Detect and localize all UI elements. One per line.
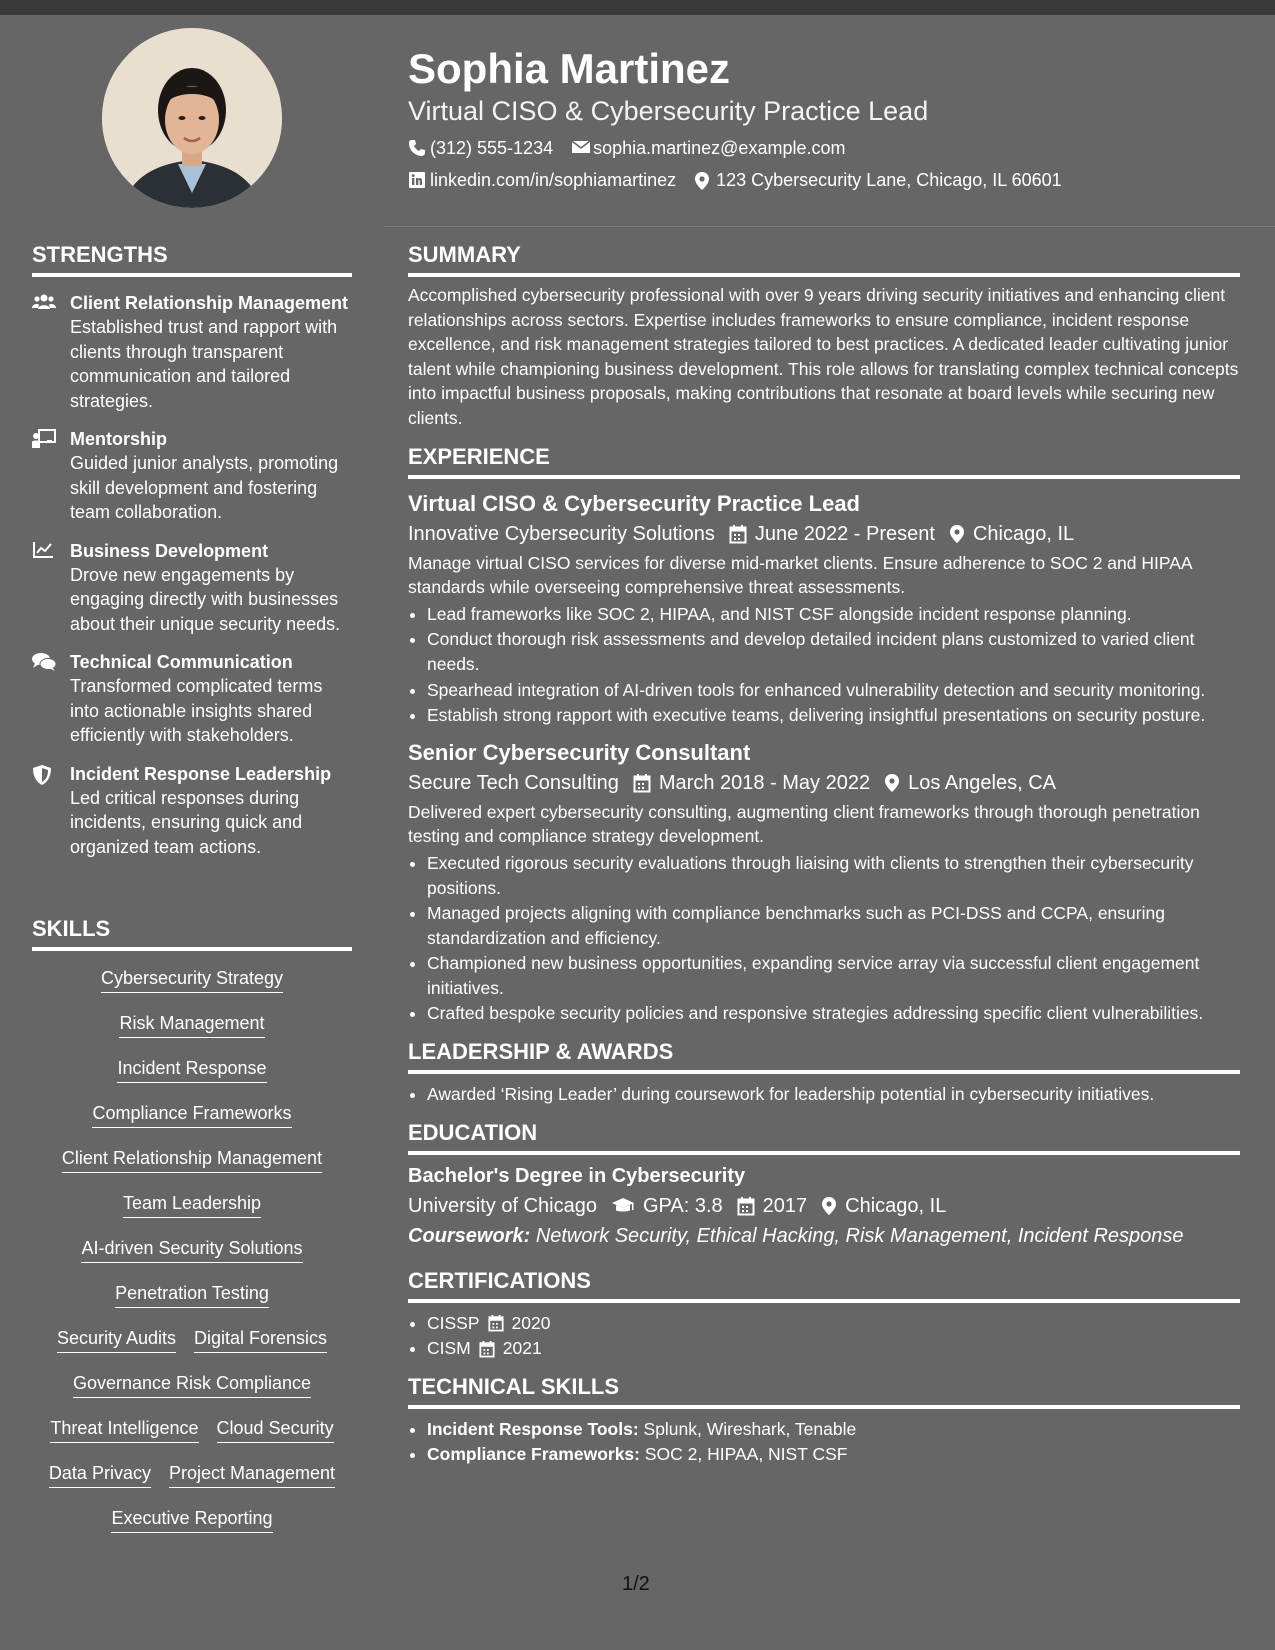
skill-tag: Project Management <box>169 1461 335 1488</box>
job-location: Chicago, IL <box>972 522 1075 545</box>
technical-skill-label: Compliance Frameworks: <box>427 1444 640 1465</box>
certification-name: • CISSP <box>427 1312 480 1333</box>
certifications-title: CERTIFICATIONS <box>408 1267 1240 1303</box>
calendar-icon <box>729 524 747 544</box>
job-bullet: • Spearhead integration of AI-driven tools for enhanced vulnerability detection and security monitoring. <box>427 678 1240 703</box>
strength-item <box>32 762 352 860</box>
skill-list <box>32 951 352 1542</box>
job-title: Senior Cybersecurity Consultant <box>408 739 751 765</box>
job-bullet: • Establish strong rapport with executive teams, delivering insightful presentations on security posture. <box>427 703 1240 728</box>
summary-section <box>408 241 1240 431</box>
candidate-name: Sophia Martinez <box>408 45 731 92</box>
strength-desc: Guided junior analysts, promoting skill development and fostering team collaboration. <box>70 453 339 522</box>
degree-title: Bachelor's Degree in Cybersecurity <box>408 1164 746 1187</box>
school-location-wrap <box>821 1191 946 1221</box>
skill-tag: Threat Intelligence <box>50 1416 198 1443</box>
skill-tag: Cybersecurity Strategy <box>101 966 283 993</box>
strength-title: Business Development <box>70 540 269 561</box>
technical-skill-item <box>427 1442 1240 1467</box>
header <box>408 44 1240 196</box>
strength-desc: Drove new engagements by engaging directly with businesses about their unique security needs. <box>70 564 341 634</box>
strength-item <box>32 650 352 748</box>
calendar-icon <box>737 1196 755 1216</box>
contact-row <box>408 164 1240 196</box>
strength-title: Technical Communication <box>70 652 293 672</box>
address-text: 123 Cybersecurity Lane, Chicago, IL 60601 <box>716 170 1062 190</box>
graduation-cap-icon <box>611 1197 635 1215</box>
headline: Virtual CISO & Cybersecurity Practice Lead <box>408 96 929 126</box>
comments-icon <box>32 650 70 748</box>
technical-skills-list <box>408 1417 1240 1467</box>
leadership-list <box>408 1082 1240 1107</box>
job-entry <box>408 489 1240 728</box>
certification-item <box>427 1311 1240 1336</box>
school-location: Chicago, IL <box>845 1194 947 1217</box>
envelope-icon <box>571 139 589 157</box>
certifications-section <box>408 1267 1240 1361</box>
skill-tag: Incident Response <box>117 1056 266 1083</box>
certification-year: 2020 <box>511 1312 551 1333</box>
skill-tag: Cloud Security <box>217 1416 334 1443</box>
skill-tag: Penetration Testing <box>115 1281 269 1308</box>
strengths-title: STRENGTHS <box>32 241 352 277</box>
top-bar <box>0 0 1275 15</box>
email-text[interactable]: sophia.martinez@example.com <box>593 138 846 158</box>
calendar-icon <box>488 1314 504 1332</box>
email-contact[interactable] <box>571 132 845 164</box>
certification-name: • CISM <box>427 1338 471 1359</box>
job-entry <box>408 738 1240 1026</box>
skill-tag: Data Privacy <box>49 1461 151 1488</box>
strength-desc: Led critical responses during incidents, ensuring quick and organized team actions. <box>70 787 303 857</box>
linkedin-text[interactable]: linkedin.com/in/sophiamartinez <box>430 170 677 190</box>
technical-skills-section <box>408 1373 1240 1467</box>
users-icon <box>32 291 70 413</box>
strength-title: Client Relationship Management <box>70 293 349 313</box>
skill-tag: Governance Risk Compliance <box>73 1371 311 1398</box>
job-bullet: • Conduct thorough risk assessments and develop detailed incident plans customized to varied client needs. <box>427 627 1240 676</box>
chalkboard-teacher-icon <box>32 427 70 525</box>
skills-title: SKILLS <box>32 915 352 951</box>
leadership-title: LEADERSHIP & AWARDS <box>408 1038 1240 1074</box>
leadership-item: • Awarded ‘Rising Leader’ during coursework for leadership potential in cybersecurity initiatives. <box>427 1082 1240 1107</box>
coursework <box>408 1221 1240 1251</box>
summary-text: Accomplished cybersecurity professional with over 9 years driving security initiatives and enhancing client relationships across sectors. Expertise includes frameworks to ensure compliance, incident response excellence, and risk management strategies tailored to best practices. A dedicated leader cultivating junior talent while championing business development. This role allows for translating complex technical concepts into impactful business proposals, making contributions that resonate at board levels while securing new clients. <box>408 285 1239 428</box>
leadership-section <box>408 1038 1240 1107</box>
main-column <box>408 241 1240 1468</box>
shield-icon <box>32 762 70 860</box>
school-name: University of Chicago <box>408 1194 597 1217</box>
certification-item <box>427 1336 1240 1361</box>
technical-skill-value: Splunk, Wireshark, Tenable <box>643 1418 857 1439</box>
strength-item <box>32 291 352 413</box>
skill-tag: Client Relationship Management <box>62 1146 322 1173</box>
address-contact <box>694 164 1062 196</box>
header-divider <box>384 226 1275 227</box>
linkedin-icon <box>408 171 426 189</box>
skill-tag: Team Leadership <box>123 1191 261 1218</box>
technical-skills-title: TECHNICAL SKILLS <box>408 1373 1240 1409</box>
certification-year: 2021 <box>502 1338 542 1359</box>
job-bullet: • Crafted bespoke security policies and responsive strategies addressing specific client vulnerabilities. <box>427 1001 1240 1026</box>
strength-title: Mentorship <box>70 429 167 449</box>
calendar-icon <box>479 1340 495 1358</box>
linkedin-contact[interactable] <box>408 164 676 196</box>
job-bullets <box>408 851 1240 1026</box>
job-location: Los Angeles, CA <box>908 771 1056 794</box>
experience-title: EXPERIENCE <box>408 443 1240 479</box>
map-marker-icon <box>694 171 712 189</box>
education-meta <box>408 1191 1240 1221</box>
education-section <box>408 1119 1240 1251</box>
gpa-text: GPA: 3.8 <box>642 1194 723 1217</box>
job-location-wrap <box>884 768 1056 798</box>
job-bullet: • Executed rigorous security evaluations through liaising with clients to strengthen their cybersecurity positions. <box>427 851 1240 900</box>
calendar-icon <box>633 773 651 793</box>
strengths-section <box>32 241 352 859</box>
strength-desc: Established trust and rapport with clients through transparent communication and tailored strategies. <box>70 317 338 411</box>
profile-photo <box>102 28 282 208</box>
job-dates-wrap <box>633 768 870 798</box>
skill-tag: Compliance Frameworks <box>92 1101 291 1128</box>
chart-line-icon <box>32 539 70 637</box>
job-dates-wrap <box>729 519 935 549</box>
certification-list <box>408 1311 1240 1361</box>
job-meta <box>408 768 1240 798</box>
skill-tag: Risk Management <box>119 1011 264 1038</box>
technical-skill-value: SOC 2, HIPAA, NIST CSF <box>644 1444 848 1465</box>
map-marker-icon <box>821 1196 837 1216</box>
strength-desc: Transformed complicated terms into actionable insights shared efficiently with stakeholders. <box>70 676 323 745</box>
company-name: Secure Tech Consulting <box>408 771 619 794</box>
contact-row <box>408 132 1240 164</box>
skill-tag: Digital Forensics <box>194 1326 327 1353</box>
coursework-label: Coursework: <box>408 1224 531 1247</box>
experience-section <box>408 443 1240 1027</box>
skill-tag: Executive Reporting <box>111 1506 272 1533</box>
phone-text: (312) 555-1234 <box>430 138 554 158</box>
gpa-wrap <box>611 1191 723 1221</box>
technical-skill-item <box>427 1417 1240 1442</box>
job-title: Virtual CISO & Cybersecurity Practice Lead <box>408 490 860 516</box>
company-name: Innovative Cybersecurity Solutions <box>408 522 715 545</box>
job-location-wrap <box>949 519 1074 549</box>
summary-title: SUMMARY <box>408 241 1240 277</box>
skill-tag: AI-driven Security Solutions <box>81 1236 302 1263</box>
strength-item <box>32 539 352 637</box>
grad-year-wrap <box>737 1191 808 1221</box>
grad-year: 2017 <box>762 1194 808 1217</box>
job-bullet: • Managed projects aligning with compliance benchmarks such as PCI-DSS and CCPA, ensuring standardization and efficiency. <box>427 901 1240 950</box>
skills-section <box>32 915 352 1542</box>
job-summary: Delivered expert cybersecurity consulting, augmenting client frameworks through thorough penetration testing and compliance strategy development. <box>408 801 1200 847</box>
job-bullet: • Championed new business opportunities, expanding service array via successful client engagement initiatives. <box>427 951 1240 1000</box>
job-summary: Manage virtual CISO services for diverse mid-market clients. Ensure adherence to SOC 2 and HIPAA standards while overseeing comprehensive threat assessments. <box>408 552 1192 598</box>
phone-contact <box>408 132 553 164</box>
technical-skill-label: Incident Response Tools: <box>427 1418 639 1439</box>
job-dates: June 2022 - Present <box>754 522 935 545</box>
skill-tag: Security Audits <box>57 1326 176 1353</box>
education-title: EDUCATION <box>408 1119 1240 1155</box>
map-marker-icon <box>949 524 965 544</box>
map-marker-icon <box>884 773 900 793</box>
job-dates: March 2018 - May 2022 <box>658 771 871 794</box>
page-number: 1/2 <box>622 1573 650 1595</box>
strength-item <box>32 427 352 525</box>
job-bullet: • Lead frameworks like SOC 2, HIPAA, and NIST CSF alongside incident response planning. <box>427 602 1240 627</box>
job-bullets <box>408 602 1240 728</box>
coursework-text: Network Security, Ethical Hacking, Risk Management, Incident Response <box>535 1224 1184 1247</box>
job-meta <box>408 519 1240 549</box>
strength-title: Incident Response Leadership <box>70 763 332 784</box>
phone-icon <box>408 139 426 157</box>
